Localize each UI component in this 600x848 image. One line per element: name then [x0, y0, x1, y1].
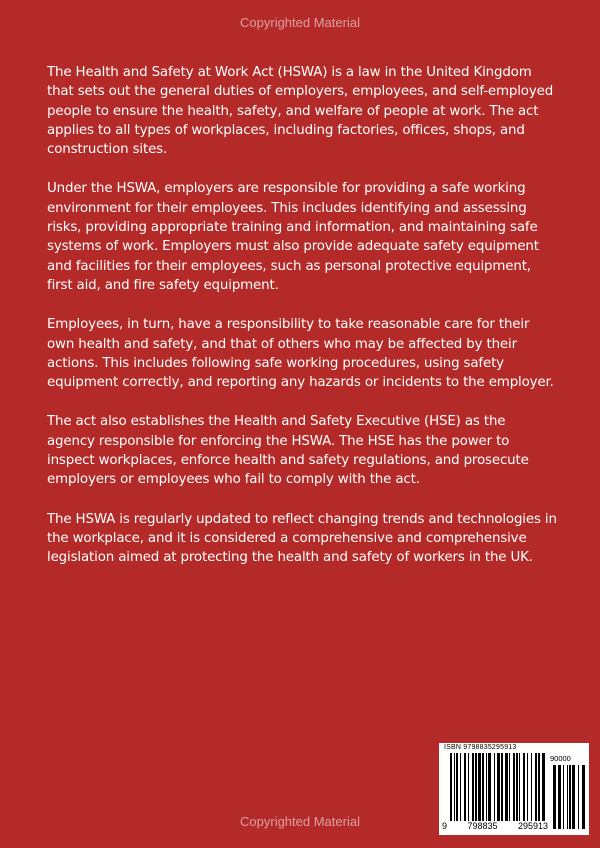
- copyright-watermark-top: Copyrighted Material: [240, 15, 360, 30]
- back-cover-text: [47, 63, 557, 588]
- barcode-digits-left: 798835: [467, 821, 498, 831]
- paragraph-updates: The HSWA is regularly updated to reflect changing trends and technologies in the workplace, and it is considered a comprehensive and comprehensive legislation aimed at protecting the health and safety of workers in the UK.: [47, 511, 557, 566]
- barcode-addon-number: 90000: [550, 754, 571, 763]
- barcode-digits-right: 295913: [517, 821, 548, 831]
- isbn-label: ISBN 9798835295913: [444, 744, 517, 751]
- paragraph-employer-duties: Under the HSWA, employers are responsible for providing a safe working environment for their employees. This includes identifying and assessing risks, providing appropriate training and information, and maintaining safe systems of work. Employers must also provide adequate safety equipment and facilities for their employees, such as personal protective equipment, first aid, and fire safety equipment.: [47, 181, 539, 293]
- paragraph-hswa-intro: The Health and Safety at Work Act (HSWA) is a law in the United Kingdom that sets out the general duties of employers, employees, and self-employed people to ensure the health, safety, and welfare of people at work. The act applies to all types of workplaces, including factories, offices, shops, and construction sites.: [47, 65, 554, 158]
- paragraph-hse: The act also establishes the Health and Safety Executive (HSE) as the agency responsible for enforcing the HSWA. The HSE has the power to inspect workplaces, enforce health and safety regulations, and prosecute employers or employees who fail to comply with the act.: [47, 414, 529, 488]
- paragraph-employee-duties: Employees, in turn, have a responsibility to take reasonable care for their own health and safety, and that of others who may be affected by their actions. This includes following safe working procedures, using safety equipment correctly, and reporting any hazards or incidents to the employer.: [47, 317, 554, 391]
- barcode-digit-first: 9: [442, 821, 448, 831]
- copyright-watermark-bottom: Copyrighted Material: [240, 814, 360, 829]
